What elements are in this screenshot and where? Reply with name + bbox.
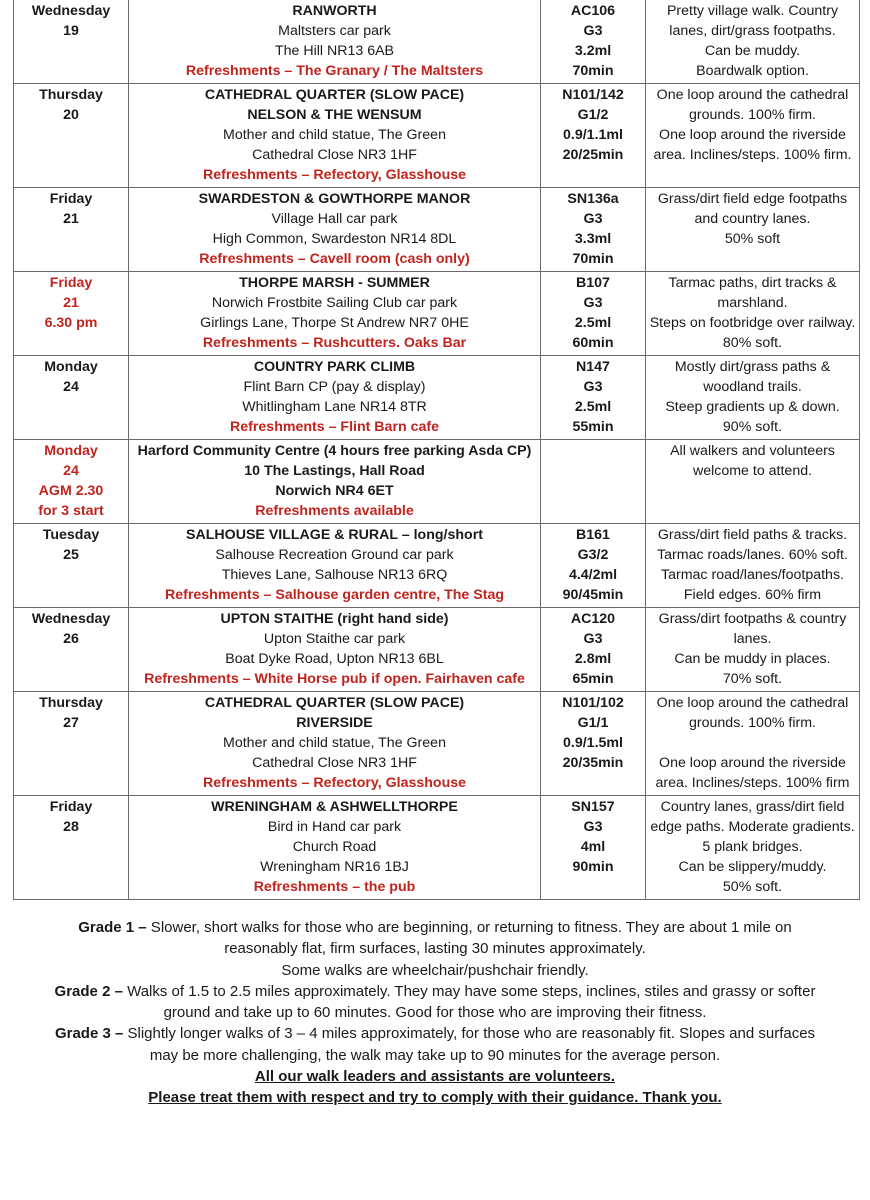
walk-location-line: Church Road bbox=[292, 839, 377, 855]
walk-description-line bbox=[649, 733, 856, 753]
walk-info-cell bbox=[541, 0, 646, 84]
walk-day-cell bbox=[14, 796, 129, 900]
walk-location-line: Cathedral Close NR3 1HF bbox=[252, 147, 417, 163]
walk-day-cell bbox=[14, 0, 129, 84]
walk-info-cell bbox=[541, 608, 646, 692]
walk-description-cell bbox=[646, 440, 860, 524]
walk-description-line: One loop around the riverside area. Inclines/steps. 100% firm bbox=[655, 755, 850, 791]
walk-description-cell bbox=[646, 524, 860, 608]
walk-location-line: High Common, Swardeston NR14 8DL bbox=[212, 231, 457, 247]
grade-2-text: Walks of 1.5 to 2.5 miles approximately. They may have some steps, inclines, stiles and grassy or softer ground and take up to 60 minutes. Good for those who are improving their fitness. bbox=[122, 982, 816, 1022]
walk-refreshments: Refreshments – Flint Barn cafe bbox=[230, 419, 439, 435]
walk-refreshments: Refreshments – Refectory, Glasshouse bbox=[202, 167, 467, 183]
walk-grade: G1/2 bbox=[577, 107, 609, 123]
walk-location-line: Thieves Lane, Salhouse NR13 6RQ bbox=[221, 567, 448, 583]
walk-title: Harford Community Centre (4 hours free parking Asda CP) 10 The Lastings, Hall Road Norwich NR4 6ET bbox=[137, 443, 532, 499]
walk-day-cell bbox=[14, 84, 129, 188]
grade-1-label: Grade 1 – bbox=[78, 919, 147, 936]
walk-day: Thursday bbox=[39, 695, 103, 711]
walk-location-cell bbox=[129, 524, 541, 608]
walk-description-line: 50% soft. bbox=[722, 879, 783, 895]
walk-code: N147 bbox=[576, 359, 610, 375]
walk-day: Tuesday bbox=[42, 527, 100, 543]
grade-1-extra: Some walks are wheelchair/pushchair friendly. bbox=[281, 961, 589, 979]
walk-day-note: 6.30 pm bbox=[44, 315, 98, 331]
walk-distance: 4.4/2ml bbox=[568, 567, 618, 583]
walk-code: N101/142 bbox=[562, 87, 624, 103]
walk-location-line: Maltsters car park bbox=[278, 23, 391, 39]
walk-location-cell bbox=[129, 692, 541, 796]
walk-code: B107 bbox=[576, 275, 610, 291]
walk-location-cell bbox=[129, 440, 541, 524]
walk-location-cell bbox=[129, 0, 541, 84]
walk-refreshments: Refreshments – Rushcutters. Oaks Bar bbox=[202, 335, 467, 351]
walk-grade: G3 bbox=[583, 819, 603, 835]
walk-grade: G3 bbox=[583, 23, 603, 39]
walk-description-line: 70% soft. bbox=[722, 671, 783, 687]
walk-duration: 60min bbox=[572, 335, 614, 351]
walk-date: 24 bbox=[63, 463, 79, 479]
walk-description-line: Tarmac road/lanes/footpaths. bbox=[661, 567, 844, 583]
walk-row bbox=[14, 0, 860, 84]
walk-description-line: Tarmac roads/lanes. 60% soft. bbox=[657, 547, 848, 563]
walk-location-line: Salhouse Recreation Ground car park bbox=[215, 547, 454, 563]
walk-location-cell bbox=[129, 608, 541, 692]
walk-description-cell bbox=[646, 692, 860, 796]
walk-day: Monday bbox=[44, 359, 98, 375]
walk-code: SN157 bbox=[571, 799, 615, 815]
walk-day-cell bbox=[14, 692, 129, 796]
walk-duration: 20/25min bbox=[562, 147, 624, 163]
walk-location-cell bbox=[129, 188, 541, 272]
walk-location-line: Mother and child statue, The Green bbox=[223, 127, 446, 143]
walk-day-cell bbox=[14, 524, 129, 608]
walk-location-cell bbox=[129, 796, 541, 900]
walk-day: Friday bbox=[49, 799, 93, 815]
walk-code: AC120 bbox=[570, 611, 616, 627]
walk-description-cell bbox=[646, 356, 860, 440]
walk-description-line: Boardwalk option. bbox=[696, 63, 809, 79]
walk-day: Friday bbox=[49, 275, 93, 291]
walk-info-cell bbox=[541, 692, 646, 796]
walks-table-body bbox=[14, 0, 860, 900]
walk-description-cell bbox=[646, 272, 860, 356]
walk-description-line: 50% soft bbox=[724, 231, 781, 247]
walk-grade: G3 bbox=[583, 631, 603, 647]
walk-location-line: Upton Staithe car park bbox=[263, 631, 406, 647]
walk-row bbox=[14, 188, 860, 272]
walk-description-line: Grass/dirt field paths & tracks. bbox=[657, 527, 848, 543]
walk-location-line: Norwich Frostbite Sailing Club car park bbox=[211, 295, 458, 311]
walk-description-line: 80% soft. bbox=[722, 335, 783, 351]
walk-duration: 70min bbox=[572, 63, 614, 79]
walk-description-line: Grass/dirt footpaths & country lanes. bbox=[658, 611, 847, 647]
walk-row bbox=[14, 356, 860, 440]
grade-1-text: Slower, short walks for those who are beginning, or returning to fitness. They are about 1 mile on reasonably flat, firm surfaces, lasting 30 minutes approximately. bbox=[146, 919, 792, 958]
walk-description-line: Steep gradients up & down. bbox=[665, 399, 840, 415]
walk-grade: G3 bbox=[583, 295, 603, 311]
walk-info-cell bbox=[541, 440, 646, 524]
walk-description-line: All walkers and volunteers welcome to attend. bbox=[670, 443, 835, 479]
walk-duration: 70min bbox=[572, 251, 614, 267]
walk-description-line: Can be muddy in places. bbox=[674, 651, 831, 667]
walk-row bbox=[14, 692, 860, 796]
walk-description-cell bbox=[646, 0, 860, 84]
walk-day-cell bbox=[14, 188, 129, 272]
walk-grade: G3/2 bbox=[577, 547, 609, 563]
walk-code: N101/102 bbox=[562, 695, 624, 711]
walk-duration: 90min bbox=[572, 859, 614, 875]
grade-3-note bbox=[0, 1023, 870, 1066]
walk-row bbox=[14, 796, 860, 900]
walk-day-note: AGM 2.30 for 3 start bbox=[38, 483, 104, 519]
walk-location-cell bbox=[129, 272, 541, 356]
walk-location-line: Village Hall car park bbox=[271, 211, 398, 227]
walk-row bbox=[14, 272, 860, 356]
walk-date: 19 bbox=[63, 23, 79, 39]
walk-description-line: Country lanes, grass/dirt field edge paths. Moderate gradients. bbox=[650, 799, 855, 835]
walk-description-line: Can be slippery/muddy. bbox=[678, 859, 827, 875]
walk-date: 26 bbox=[63, 631, 79, 647]
walk-description-line: Mostly dirt/grass paths & woodland trails. bbox=[674, 359, 831, 395]
walk-title: CATHEDRAL QUARTER (SLOW PACE) RIVERSIDE bbox=[204, 695, 465, 731]
walk-title: SALHOUSE VILLAGE & RURAL – long/short bbox=[186, 527, 483, 543]
walk-refreshments: Refreshments – Salhouse garden centre, The Stag bbox=[164, 587, 505, 603]
walk-refreshments: Refreshments – Cavell room (cash only) bbox=[199, 251, 470, 267]
walk-code: AC106 bbox=[570, 3, 616, 19]
walk-description-line: One loop around the cathedral grounds. 100% firm. bbox=[656, 695, 849, 731]
walk-info-cell bbox=[541, 272, 646, 356]
walk-day: Thursday bbox=[39, 87, 103, 103]
walk-distance: 0.9/1.5ml bbox=[563, 735, 623, 751]
walk-grade: G1/1 bbox=[577, 715, 609, 731]
walk-location-line: Cathedral Close NR3 1HF bbox=[252, 755, 417, 771]
walk-date: 25 bbox=[63, 547, 79, 563]
walk-code: B161 bbox=[576, 527, 610, 543]
walk-day-cell bbox=[14, 608, 129, 692]
grade-3-label: Grade 3 – bbox=[54, 1025, 124, 1043]
walk-description-line: Tarmac paths, dirt tracks & marshland. bbox=[668, 275, 837, 311]
walk-title: RANWORTH bbox=[292, 3, 377, 19]
walk-description-line: Field edges. 60% firm bbox=[683, 587, 822, 603]
walk-info-cell bbox=[541, 524, 646, 608]
walk-distance: 0.9/1.1ml bbox=[563, 127, 623, 143]
walk-day: Monday bbox=[44, 443, 98, 459]
walk-date: 24 bbox=[63, 379, 79, 395]
walk-refreshments: Refreshments – White Horse pub if open. Fairhaven cafe bbox=[144, 671, 525, 687]
walk-description-line: Pretty village walk. Country lanes, dirt/grass footpaths. bbox=[666, 3, 839, 39]
walk-title: THORPE MARSH - SUMMER bbox=[239, 275, 430, 291]
grade-notes bbox=[0, 917, 870, 1109]
walk-distance: 2.5ml bbox=[574, 399, 612, 415]
walk-code: SN136a bbox=[567, 191, 619, 207]
walk-location-line: Bird in Hand car park bbox=[267, 819, 402, 835]
walk-refreshments: Refreshments – The Granary / The Maltsters bbox=[185, 63, 484, 79]
walk-location-cell bbox=[129, 356, 541, 440]
walk-row bbox=[14, 608, 860, 692]
walk-day: Wednesday bbox=[31, 3, 111, 19]
walk-location-line: Mother and child statue, The Green bbox=[223, 735, 446, 751]
walk-date: 28 bbox=[63, 819, 79, 835]
walk-duration: 55min bbox=[572, 419, 614, 435]
walk-row bbox=[14, 84, 860, 188]
walk-location-line: Wreningham NR16 1BJ bbox=[260, 859, 409, 875]
walk-refreshments: Refreshments available bbox=[255, 503, 414, 519]
walk-day-cell bbox=[14, 440, 129, 524]
walk-distance: 4ml bbox=[580, 839, 606, 855]
walk-distance: 3.3ml bbox=[574, 231, 612, 247]
walk-location-line: The Hill NR13 6AB bbox=[274, 43, 395, 59]
walk-day: Wednesday bbox=[31, 611, 111, 627]
walk-description-line: One loop around the riverside area. Inclines/steps. 100% firm. bbox=[653, 127, 852, 163]
walk-description-cell bbox=[646, 796, 860, 900]
walk-day-cell bbox=[14, 272, 129, 356]
grade-2-label: Grade 2 – bbox=[54, 982, 123, 1000]
grade-1-note bbox=[0, 917, 870, 960]
walk-location-line: Girlings Lane, Thorpe St Andrew NR7 0HE bbox=[200, 315, 469, 331]
walk-info-cell bbox=[541, 188, 646, 272]
walk-title: SWARDESTON & GOWTHORPE MANOR bbox=[198, 191, 471, 207]
walk-grade: G3 bbox=[583, 379, 603, 395]
walk-refreshments: Refreshments – Refectory, Glasshouse bbox=[202, 775, 467, 791]
walk-description-line: 5 plank bridges. bbox=[702, 839, 803, 855]
walk-day: Friday bbox=[49, 191, 93, 207]
walk-location-cell bbox=[129, 84, 541, 188]
walk-title: COUNTRY PARK CLIMB bbox=[253, 359, 416, 375]
walk-title: CATHEDRAL QUARTER (SLOW PACE) NELSON & THE WENSUM bbox=[204, 87, 465, 123]
walk-description-cell bbox=[646, 188, 860, 272]
walk-day-cell bbox=[14, 356, 129, 440]
walk-distance: 2.5ml bbox=[574, 315, 612, 331]
walk-grade: G3 bbox=[583, 211, 603, 227]
walk-description-cell bbox=[646, 608, 860, 692]
walk-location-line: Flint Barn CP (pay & display) bbox=[243, 379, 426, 395]
walk-description-line: Grass/dirt field edge footpaths and country lanes. bbox=[657, 191, 848, 227]
walk-distance: 3.2ml bbox=[574, 43, 612, 59]
walk-title: WRENINGHAM & ASHWELLTHORPE bbox=[211, 799, 458, 815]
walk-refreshments: Refreshments – the pub bbox=[253, 879, 416, 895]
walk-location-line: Boat Dyke Road, Upton NR13 6BL bbox=[225, 651, 444, 667]
walk-row bbox=[14, 440, 860, 524]
respect-notice: Please treat them with respect and try to comply with their guidance. Thank you. bbox=[148, 1089, 722, 1107]
walk-location-line: Whitlingham Lane NR14 8TR bbox=[242, 399, 427, 415]
walk-info-cell bbox=[541, 84, 646, 188]
walk-date: 21 bbox=[63, 295, 79, 311]
walks-table bbox=[13, 0, 860, 900]
grade-2-note bbox=[0, 981, 870, 1024]
walk-description-line: Can be muddy. bbox=[704, 43, 801, 59]
grade-3-text: Slightly longer walks of 3 – 4 miles approximately, for those who are reasonably fit. Slopes and surfaces may be more challenging, the walk may take up to 90 minutes for the average person. bbox=[123, 1025, 816, 1064]
volunteers-notice: All our walk leaders and assistants are volunteers. bbox=[254, 1068, 616, 1086]
walk-description-line: 90% soft. bbox=[722, 419, 783, 435]
walk-duration: 20/35min bbox=[562, 755, 624, 771]
walk-duration: 65min bbox=[572, 671, 614, 687]
walk-distance: 2.8ml bbox=[574, 651, 612, 667]
walk-description-line: One loop around the cathedral grounds. 100% firm. bbox=[656, 87, 849, 123]
walk-row bbox=[14, 524, 860, 608]
walk-info-cell bbox=[541, 796, 646, 900]
walk-title: UPTON STAITHE (right hand side) bbox=[220, 611, 449, 627]
walk-duration: 90/45min bbox=[562, 587, 624, 603]
walk-description-cell bbox=[646, 84, 860, 188]
walk-date: 27 bbox=[63, 715, 79, 731]
walk-description-line: Steps on footbridge over railway. bbox=[649, 315, 856, 331]
walk-info-cell bbox=[541, 356, 646, 440]
walk-date: 20 bbox=[63, 107, 79, 123]
walk-date: 21 bbox=[63, 211, 79, 227]
